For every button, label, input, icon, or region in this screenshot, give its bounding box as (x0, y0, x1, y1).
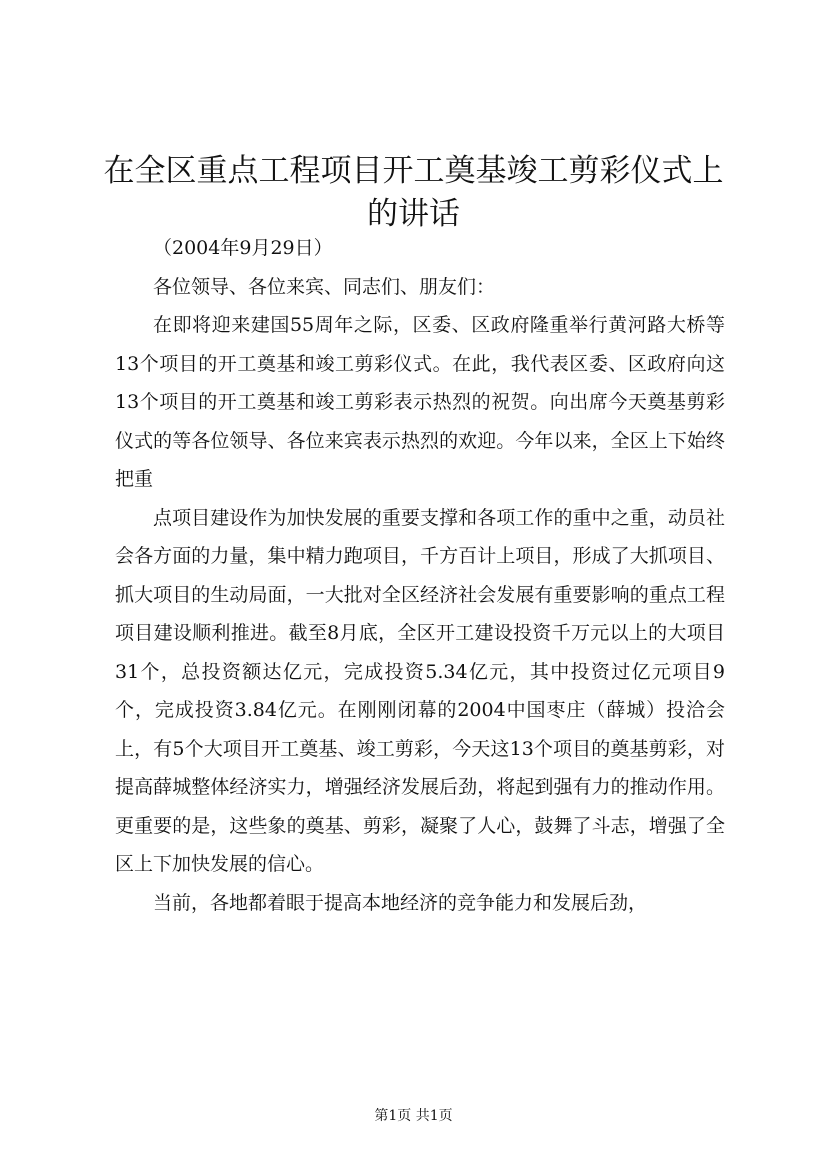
speech-date: （2004年9月29日） (153, 237, 333, 259)
paragraph-2: 点项目建设作为加快发展的重要支撑和各项工作的重中之重，动员社会各方面的力量，集中精力跑项目，千方百计上项目，形成了大抓项目、抓大项目的生动局面，一大批对全区经济社会发展有重要影响的重点工程项目建设顺利推进。截至8月底，全区开工建设投资千万元以上的大项目31个，总投资额达亿元，完成投资5.34亿元，其中投资过亿元项目9个，完成投资3.84亿元。在刚刚闭幕的2004中国枣庄（薛城）投洽会上，有5个大项目开工奠基、竣工剪彩，今天这13个项目的奠基剪彩，对提高薛城整体经济实力，增强经济发展后劲，将起到强有力的推动作用。更重要的是，这些象的奠基、剪彩，凝聚了人心，鼓舞了斗志，增强了全区上下加快发展的信心。 (115, 506, 725, 875)
paragraph-3: 当前，各地都着眼于提高本地经济的竞争能力和发展后劲， (153, 891, 648, 914)
document-title: 在全区重点工程项目开工奠基竣工剪彩仪式上的讲话 (103, 153, 724, 232)
paragraph-1: 在即将迎来建国55周年之际，区委、区政府隆重举行黄河路大桥等13个项目的开工奠基和竣工剪彩仪式。在此，我代表区委、区政府向这13个项目的开工奠基和竣工剪彩表示热烈的祝贺。向出席今天奠基剪彩仪式的等各位领导、各位来宾表示热烈的欢迎。今年以来，全区上下始终把重 (115, 314, 725, 490)
salutation: 各位领导、各位来宾、同志们、朋友们： (153, 275, 496, 298)
page-footer: 第1页 共1页 (374, 1108, 453, 1124)
document-body (115, 229, 725, 922)
